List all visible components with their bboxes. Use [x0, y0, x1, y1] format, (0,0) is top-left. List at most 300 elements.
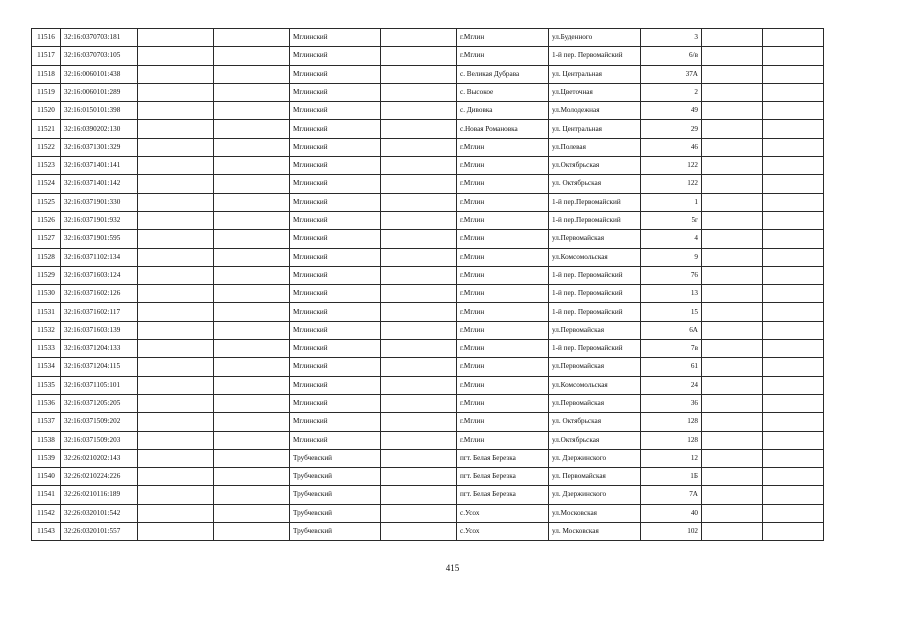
street-cell: 1-й пер. Первомайский [549, 303, 641, 321]
empty-cell [702, 266, 763, 284]
house-number-cell: 46 [641, 138, 702, 156]
cadastral-number-cell: 32:16:0371105:101 [61, 376, 138, 394]
empty-cell [138, 358, 214, 376]
empty-cell [381, 413, 457, 431]
house-number-cell: 40 [641, 504, 702, 522]
row-number-cell: 11518 [32, 65, 61, 83]
empty-cell [214, 321, 290, 339]
empty-cell [381, 394, 457, 412]
empty-cell [702, 340, 763, 358]
empty-cell [381, 120, 457, 138]
empty-cell [214, 266, 290, 284]
empty-cell [763, 29, 824, 47]
empty-cell [381, 248, 457, 266]
empty-cell [763, 340, 824, 358]
cadastral-number-cell: 32:16:0371901:330 [61, 193, 138, 211]
empty-cell [763, 413, 824, 431]
empty-cell [381, 523, 457, 541]
settlement-cell: г.Мглин [457, 29, 549, 47]
house-number-cell: 1 [641, 193, 702, 211]
district-cell: Трубчевский [290, 486, 381, 504]
house-number-cell: 61 [641, 358, 702, 376]
empty-cell [381, 230, 457, 248]
house-number-cell: 102 [641, 523, 702, 541]
empty-cell [214, 248, 290, 266]
empty-cell [702, 468, 763, 486]
table-row [32, 230, 824, 248]
empty-cell [138, 175, 214, 193]
street-cell: 1-й пер. Первомайский [549, 285, 641, 303]
street-cell: ул.Буденного [549, 29, 641, 47]
empty-cell [214, 211, 290, 229]
empty-cell [214, 65, 290, 83]
empty-cell [138, 157, 214, 175]
table-row [32, 266, 824, 284]
empty-cell [138, 394, 214, 412]
house-number-cell: 13 [641, 285, 702, 303]
settlement-cell: г.Мглин [457, 47, 549, 65]
empty-cell [214, 523, 290, 541]
settlement-cell: г.Мглин [457, 413, 549, 431]
empty-cell [214, 47, 290, 65]
empty-cell [138, 266, 214, 284]
district-cell: Мглинский [290, 230, 381, 248]
empty-cell [138, 321, 214, 339]
empty-cell [214, 303, 290, 321]
street-cell: ул. Дзержинского [549, 449, 641, 467]
row-number-cell: 11542 [32, 504, 61, 522]
empty-cell [763, 303, 824, 321]
empty-cell [214, 29, 290, 47]
empty-cell [214, 431, 290, 449]
empty-cell [138, 340, 214, 358]
cadastral-number-cell: 32:16:0371102:134 [61, 248, 138, 266]
cadastral-number-cell: 32:26:0210116:189 [61, 486, 138, 504]
empty-cell [138, 468, 214, 486]
row-number-cell: 11524 [32, 175, 61, 193]
empty-cell [381, 266, 457, 284]
house-number-cell: 128 [641, 431, 702, 449]
table-row [32, 248, 824, 266]
district-cell: Мглинский [290, 193, 381, 211]
empty-cell [381, 29, 457, 47]
row-number-cell: 11519 [32, 83, 61, 101]
empty-cell [702, 102, 763, 120]
cadastral-number-cell: 32:16:0371204:115 [61, 358, 138, 376]
empty-cell [381, 193, 457, 211]
empty-cell [381, 468, 457, 486]
cadastral-number-cell: 32:16:0371901:595 [61, 230, 138, 248]
empty-cell [702, 431, 763, 449]
empty-cell [763, 65, 824, 83]
street-cell: 1-й пер. Первомайский [549, 340, 641, 358]
empty-cell [381, 486, 457, 504]
settlement-cell: пгт. Белая Березка [457, 468, 549, 486]
empty-cell [763, 285, 824, 303]
row-number-cell: 11528 [32, 248, 61, 266]
empty-cell [763, 102, 824, 120]
district-cell: Мглинский [290, 175, 381, 193]
empty-cell [702, 486, 763, 504]
table-row [32, 468, 824, 486]
house-number-cell: 4 [641, 230, 702, 248]
empty-cell [214, 376, 290, 394]
street-cell: ул.Комсомольская [549, 248, 641, 266]
empty-cell [763, 138, 824, 156]
cadastral-number-cell: 32:16:0371603:139 [61, 321, 138, 339]
empty-cell [381, 376, 457, 394]
house-number-cell: 7А [641, 486, 702, 504]
empty-cell [763, 468, 824, 486]
table-row [32, 120, 824, 138]
table-row [32, 431, 824, 449]
settlement-cell: пгт. Белая Березка [457, 486, 549, 504]
empty-cell [381, 175, 457, 193]
table-row [32, 102, 824, 120]
settlement-cell: с. Дивовка [457, 102, 549, 120]
settlement-cell: г.Мглин [457, 358, 549, 376]
table-row [32, 523, 824, 541]
settlement-cell: с.Усох [457, 504, 549, 522]
empty-cell [214, 413, 290, 431]
street-cell: ул.Октябрьская [549, 431, 641, 449]
settlement-cell: г.Мглин [457, 376, 549, 394]
settlement-cell: г.Мглин [457, 321, 549, 339]
empty-cell [763, 266, 824, 284]
register-table [31, 28, 824, 541]
empty-cell [138, 102, 214, 120]
district-cell: Мглинский [290, 266, 381, 284]
district-cell: Мглинский [290, 394, 381, 412]
empty-cell [702, 230, 763, 248]
empty-cell [381, 102, 457, 120]
empty-cell [138, 83, 214, 101]
row-number-cell: 11527 [32, 230, 61, 248]
settlement-cell: г.Мглин [457, 285, 549, 303]
house-number-cell: 122 [641, 175, 702, 193]
empty-cell [702, 413, 763, 431]
table-row [32, 29, 824, 47]
empty-cell [763, 486, 824, 504]
row-number-cell: 11533 [32, 340, 61, 358]
street-cell: ул. Дзержинского [549, 486, 641, 504]
empty-cell [702, 321, 763, 339]
district-cell: Трубчевский [290, 468, 381, 486]
empty-cell [214, 449, 290, 467]
table-row [32, 285, 824, 303]
table-row [32, 486, 824, 504]
row-number-cell: 11526 [32, 211, 61, 229]
row-number-cell: 11516 [32, 29, 61, 47]
street-cell: ул.Московская [549, 504, 641, 522]
house-number-cell: 37А [641, 65, 702, 83]
row-number-cell: 11529 [32, 266, 61, 284]
row-number-cell: 11523 [32, 157, 61, 175]
empty-cell [763, 193, 824, 211]
cadastral-number-cell: 32:16:0060101:438 [61, 65, 138, 83]
empty-cell [702, 47, 763, 65]
empty-cell [138, 523, 214, 541]
street-cell: ул.Цветочная [549, 83, 641, 101]
empty-cell [138, 65, 214, 83]
district-cell: Мглинский [290, 431, 381, 449]
table-row [32, 65, 824, 83]
street-cell: ул.Первомайская [549, 230, 641, 248]
street-cell: ул.Октябрьская [549, 157, 641, 175]
street-cell: ул.Полевая [549, 138, 641, 156]
empty-cell [138, 486, 214, 504]
street-cell: ул.Молодежная [549, 102, 641, 120]
house-number-cell: 7в [641, 340, 702, 358]
row-number-cell: 11530 [32, 285, 61, 303]
cadastral-number-cell: 32:26:0320101:542 [61, 504, 138, 522]
empty-cell [381, 340, 457, 358]
empty-cell [138, 138, 214, 156]
table-row [32, 47, 824, 65]
district-cell: Трубчевский [290, 449, 381, 467]
row-number-cell: 11517 [32, 47, 61, 65]
table-row [32, 303, 824, 321]
table-row [32, 340, 824, 358]
cadastral-number-cell: 32:16:0370703:181 [61, 29, 138, 47]
district-cell: Мглинский [290, 303, 381, 321]
cadastral-number-cell: 32:16:0371509:202 [61, 413, 138, 431]
empty-cell [381, 47, 457, 65]
street-cell: ул. Московская [549, 523, 641, 541]
empty-cell [763, 47, 824, 65]
empty-cell [702, 175, 763, 193]
empty-cell [381, 321, 457, 339]
district-cell: Мглинский [290, 102, 381, 120]
empty-cell [214, 83, 290, 101]
empty-cell [138, 29, 214, 47]
house-number-cell: 76 [641, 266, 702, 284]
settlement-cell: с. Великая Дубрава [457, 65, 549, 83]
cadastral-number-cell: 32:16:0060101:289 [61, 83, 138, 101]
settlement-cell: г.Мглин [457, 340, 549, 358]
cadastral-number-cell: 32:16:0371509:203 [61, 431, 138, 449]
empty-cell [763, 120, 824, 138]
empty-cell [138, 211, 214, 229]
settlement-cell: г.Мглин [457, 157, 549, 175]
empty-cell [214, 230, 290, 248]
table-row [32, 193, 824, 211]
table-row [32, 358, 824, 376]
empty-cell [702, 358, 763, 376]
empty-cell [214, 102, 290, 120]
cadastral-number-cell: 32:16:0371204:133 [61, 340, 138, 358]
empty-cell [763, 504, 824, 522]
house-number-cell: 122 [641, 157, 702, 175]
page-number: 415 [445, 563, 460, 573]
settlement-cell: г.Мглин [457, 193, 549, 211]
empty-cell [381, 358, 457, 376]
settlement-cell: г.Мглин [457, 266, 549, 284]
street-cell: ул. Центральная [549, 65, 641, 83]
district-cell: Мглинский [290, 340, 381, 358]
settlement-cell: г.Мглин [457, 138, 549, 156]
table-row [32, 211, 824, 229]
street-cell: ул.Комсомольская [549, 376, 641, 394]
empty-cell [702, 303, 763, 321]
row-number-cell: 11537 [32, 413, 61, 431]
empty-cell [702, 449, 763, 467]
empty-cell [702, 138, 763, 156]
cadastral-number-cell: 32:16:0150101:398 [61, 102, 138, 120]
empty-cell [381, 431, 457, 449]
house-number-cell: 3 [641, 29, 702, 47]
empty-cell [214, 157, 290, 175]
table-row [32, 175, 824, 193]
house-number-cell: 6/в [641, 47, 702, 65]
empty-cell [214, 138, 290, 156]
table-row [32, 157, 824, 175]
table-row [32, 321, 824, 339]
empty-cell [381, 211, 457, 229]
row-number-cell: 11541 [32, 486, 61, 504]
settlement-cell: г.Мглин [457, 211, 549, 229]
cadastral-number-cell: 32:16:0371603:124 [61, 266, 138, 284]
district-cell: Мглинский [290, 120, 381, 138]
district-cell: Трубчевский [290, 504, 381, 522]
table-row [32, 449, 824, 467]
empty-cell [138, 248, 214, 266]
empty-cell [381, 285, 457, 303]
cadastral-number-cell: 32:16:0371401:142 [61, 175, 138, 193]
house-number-cell: 5г [641, 211, 702, 229]
row-number-cell: 11535 [32, 376, 61, 394]
district-cell: Мглинский [290, 47, 381, 65]
empty-cell [138, 285, 214, 303]
row-number-cell: 11536 [32, 394, 61, 412]
row-number-cell: 11520 [32, 102, 61, 120]
empty-cell [214, 175, 290, 193]
row-number-cell: 11538 [32, 431, 61, 449]
district-cell: Мглинский [290, 65, 381, 83]
empty-cell [214, 468, 290, 486]
settlement-cell: г.Мглин [457, 431, 549, 449]
district-cell: Мглинский [290, 29, 381, 47]
street-cell: 1-й пер.Первомайский [549, 193, 641, 211]
settlement-cell: г.Мглин [457, 394, 549, 412]
cadastral-number-cell: 32:16:0371205:205 [61, 394, 138, 412]
district-cell: Мглинский [290, 138, 381, 156]
empty-cell [763, 175, 824, 193]
empty-cell [138, 47, 214, 65]
row-number-cell: 11532 [32, 321, 61, 339]
row-number-cell: 11534 [32, 358, 61, 376]
table-row [32, 138, 824, 156]
empty-cell [381, 138, 457, 156]
cadastral-number-cell: 32:16:0371401:141 [61, 157, 138, 175]
table-row [32, 376, 824, 394]
empty-cell [138, 431, 214, 449]
empty-cell [763, 376, 824, 394]
house-number-cell: 2 [641, 83, 702, 101]
settlement-cell: с.Усох [457, 523, 549, 541]
cadastral-number-cell: 32:16:0390202:130 [61, 120, 138, 138]
empty-cell [702, 394, 763, 412]
cadastral-number-cell: 32:16:0371602:126 [61, 285, 138, 303]
table-row [32, 394, 824, 412]
empty-cell [138, 193, 214, 211]
empty-cell [702, 120, 763, 138]
settlement-cell: г.Мглин [457, 230, 549, 248]
empty-cell [138, 449, 214, 467]
house-number-cell: 9 [641, 248, 702, 266]
empty-cell [214, 504, 290, 522]
settlement-cell: г.Мглин [457, 175, 549, 193]
house-number-cell: 29 [641, 120, 702, 138]
settlement-cell: г.Мглин [457, 248, 549, 266]
empty-cell [381, 83, 457, 101]
empty-cell [138, 504, 214, 522]
empty-cell [214, 340, 290, 358]
empty-cell [763, 157, 824, 175]
empty-cell [381, 303, 457, 321]
row-number-cell: 11540 [32, 468, 61, 486]
empty-cell [138, 230, 214, 248]
empty-cell [763, 211, 824, 229]
street-cell: ул. Первомайская [549, 468, 641, 486]
street-cell: 1-й пер.Первомайский [549, 211, 641, 229]
empty-cell [763, 230, 824, 248]
empty-cell [763, 449, 824, 467]
empty-cell [138, 376, 214, 394]
row-number-cell: 11525 [32, 193, 61, 211]
district-cell: Мглинский [290, 413, 381, 431]
empty-cell [214, 486, 290, 504]
empty-cell [214, 285, 290, 303]
empty-cell [763, 523, 824, 541]
street-cell: ул.Первомайская [549, 394, 641, 412]
empty-cell [702, 29, 763, 47]
row-number-cell: 11539 [32, 449, 61, 467]
house-number-cell: 128 [641, 413, 702, 431]
empty-cell [214, 193, 290, 211]
empty-cell [702, 65, 763, 83]
district-cell: Трубчевский [290, 523, 381, 541]
district-cell: Мглинский [290, 211, 381, 229]
street-cell: ул. Центральная [549, 120, 641, 138]
house-number-cell: 12 [641, 449, 702, 467]
empty-cell [763, 83, 824, 101]
row-number-cell: 11543 [32, 523, 61, 541]
settlement-cell: пгт. Белая Березка [457, 449, 549, 467]
empty-cell [702, 285, 763, 303]
empty-cell [702, 157, 763, 175]
table-body [32, 29, 824, 541]
street-cell: ул.Первомайская [549, 358, 641, 376]
cadastral-number-cell: 32:16:0370703:105 [61, 47, 138, 65]
street-cell: ул. Октябрьская [549, 175, 641, 193]
row-number-cell: 11531 [32, 303, 61, 321]
district-cell: Мглинский [290, 248, 381, 266]
cadastral-number-cell: 32:26:0320101:557 [61, 523, 138, 541]
table-row [32, 504, 824, 522]
district-cell: Мглинский [290, 321, 381, 339]
row-number-cell: 11521 [32, 120, 61, 138]
empty-cell [381, 65, 457, 83]
empty-cell [138, 120, 214, 138]
house-number-cell: 24 [641, 376, 702, 394]
empty-cell [763, 394, 824, 412]
district-cell: Мглинский [290, 285, 381, 303]
house-number-cell: 15 [641, 303, 702, 321]
house-number-cell: 6А [641, 321, 702, 339]
cadastral-number-cell: 32:16:0371301:329 [61, 138, 138, 156]
empty-cell [138, 413, 214, 431]
